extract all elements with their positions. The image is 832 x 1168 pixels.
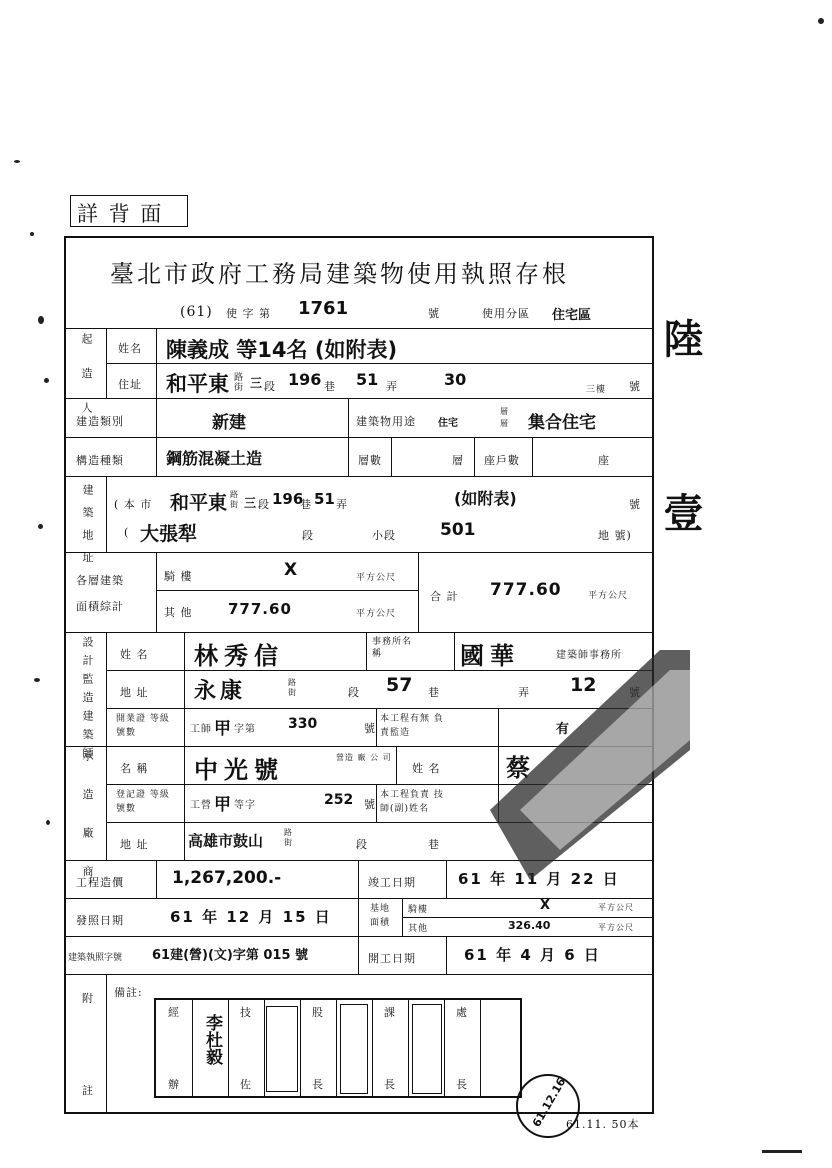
site-section-label: 建 築 地 址 — [81, 484, 94, 567]
designer-office: 國華 — [460, 642, 520, 670]
zone-value: 住宅區 — [552, 308, 592, 323]
issue-label: 發照日期 — [76, 914, 124, 927]
designer-reg-prefix: 工師 — [190, 724, 212, 735]
site-lane: 196 — [272, 490, 304, 508]
designer-office-suffix: 建築師事務所 — [556, 650, 622, 661]
designer-alley-label: 弄 — [518, 686, 530, 699]
received-stamp-text: 61.12.16 — [529, 1075, 569, 1130]
use-label: 建築物用途 — [356, 415, 416, 428]
seal-handwriting: 李杜毅 — [202, 1014, 222, 1065]
designer-reg-label: 開業證 等級號數 — [116, 714, 170, 738]
applicant-addr-label: 住址 — [118, 378, 142, 391]
use-value: 集合住宅 — [528, 413, 596, 433]
site-district-label: 段 — [302, 529, 314, 542]
designer-section-label: 設 計 監 造 建 築 師 — [81, 636, 94, 760]
issue-value: 61 年 12 月 15 日 — [170, 908, 332, 926]
seal-cell-2: 辦 — [168, 1078, 180, 1091]
seal-stamp-3 — [412, 1004, 442, 1094]
floors-unit: 層 — [452, 454, 464, 467]
seal-cell-7: 課 — [384, 1006, 396, 1019]
applicant-name: 陳義成 等14名 (如附表) — [166, 338, 398, 362]
seal-cell-10: 長 — [456, 1078, 468, 1091]
zone-label: 使用分區 — [482, 307, 530, 320]
issue-arcade-label: 騎樓 — [408, 905, 429, 915]
struct-value: 鋼筋混凝土造 — [166, 449, 263, 468]
applicant-addr-alley: 51 — [356, 370, 379, 389]
scan-speck-8 — [818, 18, 824, 24]
site-lot-label: 地 號) — [598, 529, 632, 542]
detail-back-tag — [70, 195, 188, 227]
license-prefix: 使 字 第 — [226, 307, 271, 320]
contractor-reg-prefix: 工營 — [190, 800, 212, 811]
seal-stamp-2 — [340, 1004, 368, 1094]
use-floor-label: 層 層 — [500, 407, 509, 428]
applicant-addr-alley-label: 弄 — [386, 380, 398, 393]
floors-label: 層數 — [358, 454, 382, 467]
cost-value: 1,267,200.- — [172, 868, 282, 888]
contractor-reg-no: 252 — [324, 792, 354, 808]
contractor-section-label: 承 造 廠 商 — [81, 750, 94, 889]
seal-grid — [154, 998, 522, 1098]
scan-speck-7 — [46, 820, 50, 825]
area-arcade-label: 騎 樓 — [164, 570, 193, 583]
area-arcade: X — [284, 560, 298, 580]
designer-sec-label: 段 — [348, 686, 360, 699]
site-sec-label: 段 — [258, 498, 270, 511]
struct-label: 構造種類 — [76, 454, 124, 467]
contractor-addr-label: 地 址 — [120, 838, 149, 851]
applicant-addr-lane-label: 巷 — [324, 380, 336, 393]
done-label: 竣工日期 — [368, 876, 416, 889]
start-value: 61 年 4 月 6 日 — [464, 946, 601, 964]
scan-speck-6 — [34, 678, 40, 682]
applicant-addr-sec-label: 段 — [264, 380, 276, 393]
designer-lane: 57 — [386, 674, 413, 696]
contractor-name: 中光號 — [194, 756, 284, 784]
site-line2-prefix: ( — [124, 526, 130, 539]
contractor-reg-grade: 甲 — [214, 795, 231, 815]
designer-reg-grade: 甲 — [214, 719, 231, 739]
issue-arcade: X — [540, 898, 551, 913]
contractor-reg-word: 等字 — [234, 800, 256, 811]
seal-cell-4: 佐 — [240, 1078, 252, 1091]
use-prefix: 住宅 — [438, 418, 458, 429]
applicant-addr-lane: 196 — [288, 370, 322, 389]
designer-reg-no: 330 — [288, 716, 318, 732]
cost-label: 工程造價 — [76, 876, 124, 889]
contractor-addr: 高雄市鼓山 — [188, 832, 264, 850]
seal-stamp-1 — [266, 1006, 298, 1092]
site-sec: 三 — [244, 496, 257, 510]
applicant-section-label: 起 造 人 — [80, 333, 93, 423]
applicant-addr-floor: 三樓 — [586, 385, 607, 395]
seal-cell-3: 技 — [240, 1006, 252, 1019]
contractor-person: 蔡 — [506, 754, 530, 782]
site-no-label: 號 — [629, 498, 641, 511]
seal-cell-9: 處 — [456, 1006, 468, 1019]
side-text: 陸 壹 — [657, 318, 703, 592]
designer-no: 12 — [570, 674, 597, 696]
scan-speck-5 — [38, 524, 43, 529]
site-alley: 51 — [314, 490, 335, 508]
contractor-addr-suffix: 路 街 — [284, 828, 293, 847]
area-other-label: 其 他 — [164, 606, 193, 619]
license-number: 1761 — [298, 298, 349, 319]
license-suffix: 號 — [428, 307, 440, 320]
type-value: 新建 — [212, 413, 246, 433]
detail-back-tag-text: 詳 背 面 — [77, 202, 164, 226]
units-value: 座 — [598, 454, 610, 467]
scan-speck-4 — [44, 378, 49, 383]
license-year: (61) — [180, 304, 213, 320]
applicant-addr-no-label: 號 — [629, 380, 641, 393]
remarks-label: 備註: — [114, 986, 143, 999]
designer-office-label: 事務所名稱 — [372, 637, 413, 659]
designer-road: 永康 — [194, 679, 247, 704]
corner-smudge — [490, 650, 690, 880]
scan-speck-3 — [38, 316, 44, 324]
contractor-reg-label: 登記證 等級號數 — [116, 790, 170, 814]
issue-unit1: 平方公尺 — [598, 903, 634, 912]
site-road-suffix: 路 街 — [230, 490, 239, 509]
applicant-addr-road: 和平東 — [166, 372, 229, 396]
designer-addr-label: 地 址 — [120, 686, 149, 699]
designer-name: 林秀信 — [194, 642, 284, 670]
area-unit1: 平方公尺 — [356, 573, 397, 583]
site-alley-label: 弄 — [336, 498, 348, 511]
issue-base-label: 基地 面積 — [370, 904, 391, 928]
print-footer: 61.11. 50本 — [566, 1118, 640, 1131]
scan-speck-1 — [14, 160, 20, 163]
remarks-section-top: 附 — [82, 992, 94, 1005]
applicant-name-label: 姓名 — [118, 342, 142, 355]
designer-resp-label: 本工程有無 負責監造 — [380, 714, 444, 738]
applicant-addr-road-suffix: 路 街 — [234, 373, 245, 393]
site-lot: 501 — [440, 520, 476, 540]
start-label: 開工日期 — [368, 952, 416, 965]
area-unit3: 平方公尺 — [588, 591, 629, 601]
seal-cell-1: 經 — [168, 1006, 180, 1019]
seal-cell-8: 長 — [384, 1078, 396, 1091]
seal-cell-6: 長 — [312, 1078, 324, 1091]
scan-speck-2 — [30, 232, 34, 236]
site-note: (如附表) — [454, 489, 517, 508]
scan-speck-9 — [762, 1150, 802, 1153]
done-value: 61 年 11 月 22 日 — [458, 870, 620, 888]
permit-value: 61建(營)(文)字第 015 號 — [152, 948, 309, 963]
designer-reg-word: 字第 — [234, 724, 256, 735]
designer-name-label: 姓 名 — [120, 648, 149, 661]
site-road: 和平東 — [170, 492, 228, 514]
contractor-lane-label: 巷 — [428, 838, 440, 851]
site-line1-prefix: ( 本 市 — [114, 498, 153, 511]
area-total: 777.60 — [490, 580, 562, 600]
issue-unit2: 平方公尺 — [598, 923, 634, 932]
designer-lane-label: 巷 — [428, 686, 440, 699]
permit-label: 建築執照字號 — [68, 953, 123, 963]
form-title: 臺北市政府工務局建築物使用執照存根 — [110, 260, 569, 288]
applicant-addr-sec: 三 — [250, 376, 263, 390]
issue-other: 326.40 — [508, 919, 551, 932]
contractor-reg-no-label: 號 — [364, 798, 376, 811]
seal-cell-5: 股 — [312, 1006, 324, 1019]
type-label: 建造類別 — [76, 415, 124, 428]
contractor-type-label: 營造 廠 公 司 — [336, 753, 392, 762]
contractor-name-label: 名 稱 — [120, 762, 149, 775]
remarks-section-bottom: 註 — [82, 1084, 94, 1097]
units-label: 座戶數 — [484, 454, 520, 467]
designer-resp: 有 — [556, 722, 570, 737]
area-total-label: 合 計 — [430, 590, 459, 603]
contractor-tech-label: 本工程負責 技師(副)姓名 — [380, 790, 444, 814]
area-unit2: 平方公尺 — [356, 609, 397, 619]
site-sub-label: 小段 — [372, 529, 396, 542]
area-section-label: 各層建築 面積綜計 — [76, 574, 124, 613]
site-district: 大張犁 — [140, 523, 198, 545]
site-lane-label: 巷 — [300, 498, 312, 511]
designer-reg-no-label: 號 — [364, 722, 376, 735]
contractor-sec-label: 段 — [356, 838, 368, 851]
contractor-person-label: 姓 名 — [412, 762, 441, 775]
issue-other-label: 其他 — [408, 924, 429, 934]
applicant-addr-no: 30 — [444, 370, 467, 389]
area-other: 777.60 — [228, 600, 292, 618]
designer-road-suffix: 路 街 — [288, 678, 297, 697]
